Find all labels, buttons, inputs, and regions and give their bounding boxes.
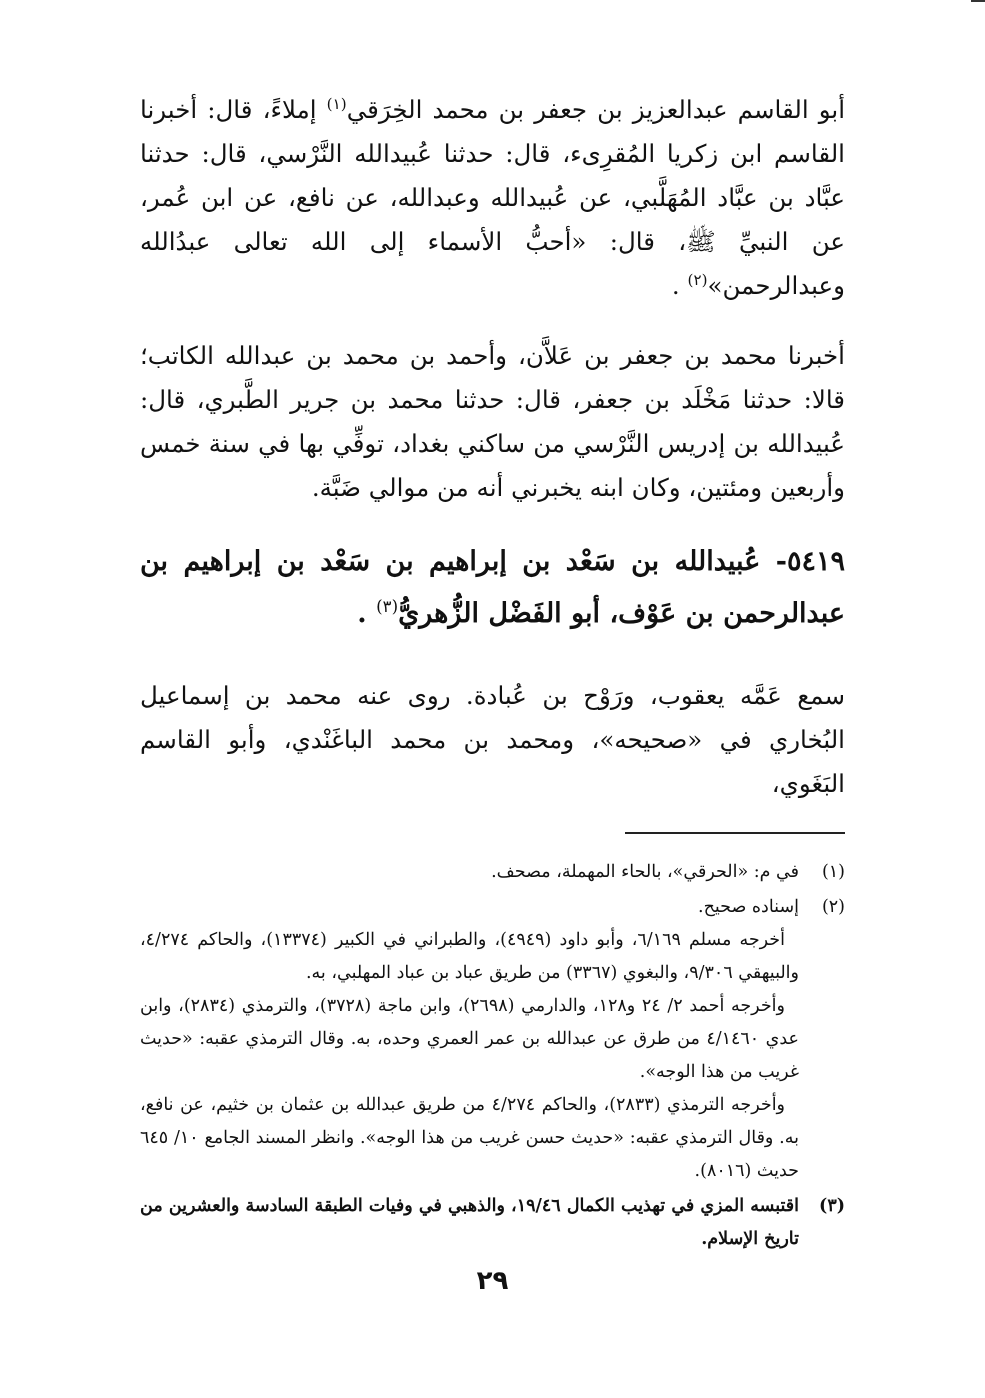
footnote-3 bbox=[140, 1190, 845, 1256]
footnote-number: (١) bbox=[821, 862, 845, 882]
footnote-text: وأخرجه الترمذي (٢٨٣٣)، والحاكم ٤/٢٧٤ من طريق عبدالله بن عثمان بن خثيم، عن نافع، به. وقال الترمذي عقبه: «حديث حسن غريب من هذا الوجه». وانظر المسند الجامع ١٠/ ٦٤٥ حديث (٨٠١٦). bbox=[140, 1095, 799, 1181]
entry-heading-text: ٥٤١٩- عُبيدالله بن سَعْد بن إبراهيم بن سَعْد بن إبراهيم بن عبدالرحمن بن عَوْف، أبو الفَضْل الزُّهريُّ bbox=[140, 546, 845, 629]
footnote-2 bbox=[140, 891, 845, 1188]
footnote-text: أخرجه مسلم ٦/١٦٩، وأبو داود (٤٩٤٩)، والطبراني في الكبير (١٣٣٧٤)، والحاكم ٤/٢٧٤، والبيهقي ٩/٣٠٦، والبغوي (٣٣٦٧) من طريق عباد بن عباد المهلبي، به. bbox=[140, 930, 799, 983]
hadith-paragraph bbox=[140, 88, 845, 308]
footnote-text: وأخرجه أحمد ٢/ ٢٤ و١٢٨، والدارمي (٢٦٩٨)، وابن ماجة (٣٧٢٨)، والترمذي (٢٨٣٤)، وابن عدي ٤/١٤٦٠ من طرق عن عبدالله بن عمر العمري وحده، به. وقال الترمذي عقبه: «حديث غريب من هذا الوجه». bbox=[140, 996, 800, 1082]
footnote-body bbox=[140, 1190, 799, 1256]
entry-heading-tail: . bbox=[357, 598, 377, 629]
footnote-separator bbox=[625, 832, 845, 834]
entry-heading bbox=[140, 536, 845, 640]
footnote-ref-2[interactable]: (٢) bbox=[687, 270, 708, 289]
footnote-1 bbox=[140, 856, 845, 889]
page-corner-mark bbox=[971, 0, 985, 12]
footnote-text: اقتبسه المزي في تهذيب الكمال ١٩/٤٦، والذهبي في وفيات الطبقة السادسة والعشرين من تاريخ الإسلام. bbox=[140, 1196, 799, 1249]
footnote-text: إسناده صحيح. bbox=[698, 897, 799, 917]
page-content bbox=[140, 88, 845, 1258]
text-segment: أبو القاسم عبدالعزيز بن جعفر بن محمد الخِرَقي bbox=[346, 95, 846, 124]
footnote-number: (٢) bbox=[821, 897, 845, 917]
footnote-ref-1[interactable]: (١) bbox=[326, 94, 347, 113]
text-segment: إملاءً، قال: أخبرنا القاسم ابن زكريا المُقرِىء، قال: حدثنا عُبيدالله النَّرْسي، قال: حدثنا عبَّاد بن عبَّاد المُهَلَّبي، عن عُبيدالله وعبدالله، عن نافع، عن ابن عُمر، عن النبيِّ ﷺ، قال: «أحبُّ الأسماء إلى الله تعالى عبدُالله وعبدالرحمن» bbox=[140, 95, 845, 300]
footnote-ref-3[interactable]: (٣) bbox=[376, 596, 399, 616]
narrators-paragraph: سمع عَمَّه يعقوب، ورَوْح بن عُبادة. روى عنه محمد بن إسماعيل البُخاري في «صحيحه»، ومحمد بن محمد الباغَنْدي، وأبو القاسم البَغَوي، bbox=[140, 681, 845, 798]
footnote-body bbox=[140, 856, 799, 889]
footnote-body bbox=[140, 891, 799, 1188]
text-segment: . bbox=[671, 271, 688, 300]
page-number: ٢٩ bbox=[476, 1266, 509, 1296]
footnote-text: في م: «الحرقي»، بالحاء المهملة، مصحف. bbox=[491, 862, 799, 882]
biography-paragraph: أخبرنا محمد بن جعفر بن عَلاَّن، وأحمد بن محمد بن عبدالله الكاتب؛ قالا: حدثنا مَخْلَد بن جعفر، قال: حدثنا محمد بن جرير الطَّبري، قال: عُبيدالله بن إدريس النَّرْسي من ساكني بغداد، توفِّي بها في سنة خمس وأربعين ومئتين، وكان ابنه يخبرني أنه من موالي ضَبَّة. bbox=[140, 341, 845, 502]
footnote-number: (٣) bbox=[819, 1196, 845, 1216]
